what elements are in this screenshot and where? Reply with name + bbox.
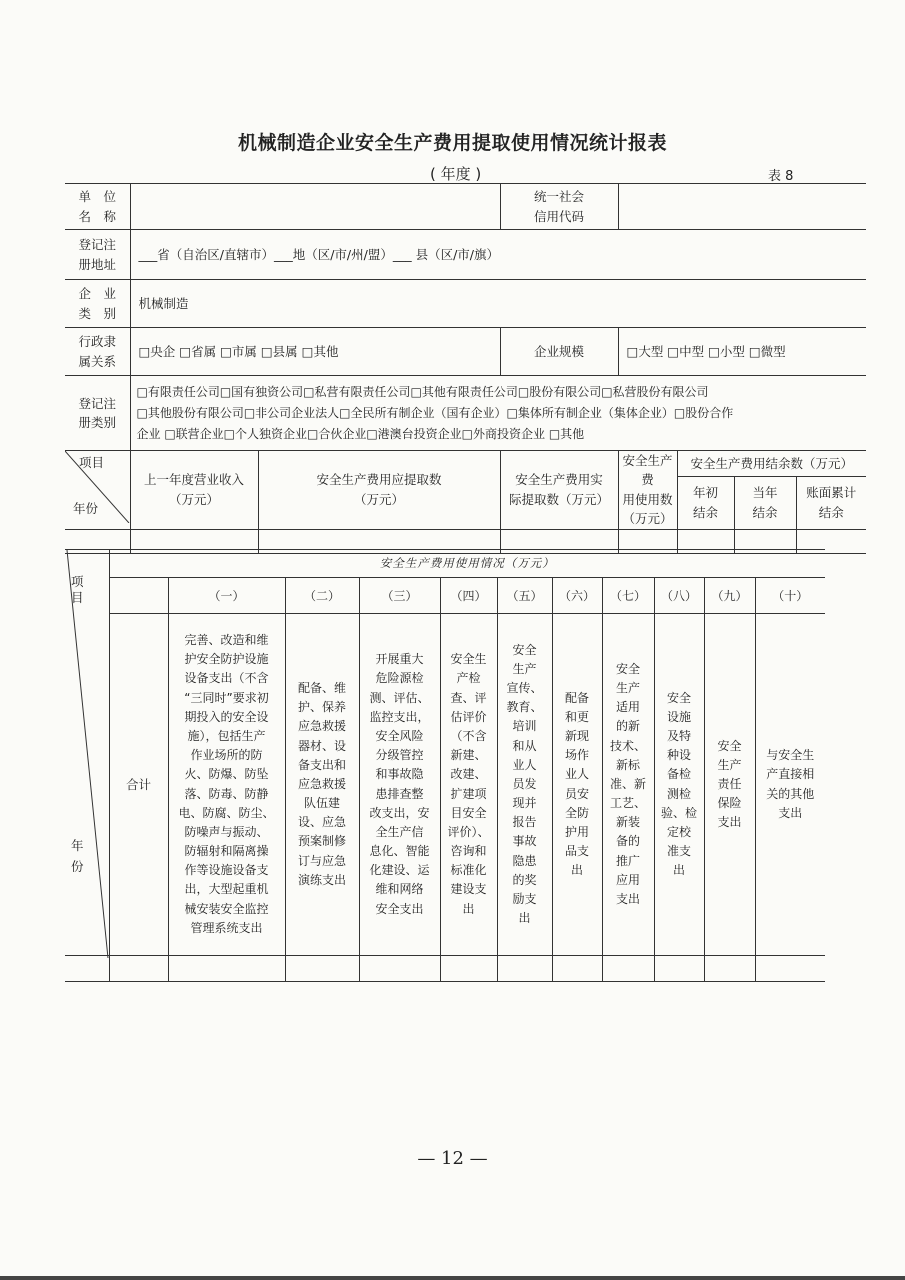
desc-line: 出 (462, 901, 475, 916)
balance-year-header: 当年 结余 (734, 477, 796, 529)
desc-line: 关的其他 (766, 786, 815, 801)
desc-line: 员发 (512, 776, 537, 791)
used-header: 安全生产费 用使用数 （万元） (618, 451, 677, 530)
reg-address-label: 登记注 册地址 (65, 230, 130, 280)
usage-data-row (65, 956, 825, 982)
data-cell[interactable] (602, 956, 654, 982)
item-1-desc (168, 614, 285, 956)
desc-line: 适用 (615, 700, 640, 715)
num-9: （九） (704, 578, 755, 614)
desc-line: 出 (672, 863, 685, 878)
desc-line: 订与应急 (297, 853, 346, 868)
num-8: （八） (654, 578, 704, 614)
desc-line: 保险 (717, 796, 742, 811)
side-diagonal-cell (65, 550, 109, 956)
desc-line: 息化、智能 (369, 844, 430, 859)
item-10-desc (755, 614, 825, 956)
desc-line: 预案制修 (297, 834, 346, 849)
desc-line: 目安全 (450, 805, 487, 820)
desc-line: 作业场所的防 (190, 748, 263, 763)
desc-line: 火、防爆、防坠 (184, 767, 269, 782)
revenue-header: 上一年度营业收入 （万元） (130, 451, 258, 530)
desc-line: 教育、 (506, 700, 543, 715)
desc-line: 事故 (512, 834, 537, 849)
desc-line: 维和网络 (375, 882, 424, 897)
desc-line: 备的 (615, 834, 640, 849)
desc-line: 全生产信 (375, 824, 424, 839)
scale-options[interactable]: □大型 □中型 □小型 □微型 (618, 328, 866, 376)
usage-header: 安全生产费用使用情况（万元） (109, 550, 825, 578)
desc-line: 查、评 (450, 690, 487, 705)
balance-start-header: 年初 结余 (677, 477, 734, 529)
item-4-desc (440, 614, 497, 956)
desc-line: 安全生 (450, 652, 487, 667)
side-top-label: 项 目 (71, 574, 84, 606)
data-cell[interactable] (755, 956, 825, 982)
desc-line: 安全 (717, 738, 742, 753)
desc-line: 安全 (666, 690, 691, 705)
desc-line: 改建、 (450, 767, 487, 782)
item-9-desc (704, 614, 755, 956)
enterprise-type-label: 企 业 类 别 (65, 280, 130, 328)
desc-line: 器材、设 (297, 738, 346, 753)
desc-line: 扩建项 (450, 786, 487, 801)
page-number: — 12 — (417, 1148, 488, 1169)
table-number: 表 8 (768, 169, 794, 184)
desc-line: 品支 (564, 844, 589, 859)
desc-line: 配备 (564, 690, 589, 705)
should-extract-header: 安全生产费用应提取数 （万元） (258, 451, 500, 530)
desc-line: 新装 (615, 815, 640, 830)
desc-line: 技术、 (609, 738, 646, 753)
desc-line: 监控支出， (369, 709, 430, 724)
desc-line: 产直接相 (766, 767, 815, 782)
balance-total-header: 账面累计 结余 (796, 477, 866, 529)
diag-bottom-label: 年份 (73, 501, 99, 516)
admin-relation-options[interactable]: □央企 □省属 □市属 □县属 □其他 (130, 328, 500, 376)
desc-line: 员安 (564, 786, 589, 801)
desc-line: 推广 (615, 853, 640, 868)
desc-line: 改支出，安 (369, 805, 430, 820)
desc-line: 化建设、运 (369, 863, 430, 878)
desc-line: 防噪声与振动、 (184, 824, 269, 839)
desc-line: 估评价 (450, 709, 487, 724)
desc-line: 危险源检 (375, 671, 424, 686)
num-2: （二） (285, 578, 359, 614)
desc-line: 安全 (615, 661, 640, 676)
side-bottom-label: 年 份 (71, 838, 84, 875)
num-4: （四） (440, 578, 497, 614)
year-label: ( 年度 ) (430, 165, 482, 183)
num-7: （七） (602, 578, 654, 614)
desc-line: 期投入的安全设 (184, 709, 269, 724)
desc-line: 完善、改造和维 (184, 633, 269, 647)
desc-line: 备支出和 (297, 757, 346, 772)
usage-table (65, 549, 825, 982)
desc-line: 及特 (666, 728, 691, 743)
desc-line: 励支 (512, 892, 537, 907)
enterprise-type-value: 机械制造 (130, 280, 866, 328)
diagonal-header-cell (65, 451, 130, 530)
scale-label: 企业规模 (500, 328, 618, 376)
reg-address-field[interactable]: ___省（自治区/直辖市）___地（区/市/州/盟）___ 县（区/市/旗） (130, 230, 866, 280)
desc-line: 产检 (456, 671, 481, 686)
data-cell[interactable] (552, 956, 602, 982)
desc-line: 测检 (666, 786, 691, 801)
desc-line: 种设 (666, 748, 691, 763)
desc-line: 的新 (615, 719, 640, 734)
desc-line: 电、防腐、防尘、 (178, 805, 275, 820)
data-cell[interactable] (440, 956, 497, 982)
num-5: （五） (497, 578, 552, 614)
num-6: （六） (552, 578, 602, 614)
desc-line: 工艺、 (609, 796, 646, 811)
item-7-desc (602, 614, 654, 956)
desc-line: 培训 (512, 719, 537, 734)
item-5-desc (497, 614, 552, 956)
desc-line: 标准化 (450, 863, 487, 878)
desc-line: 队伍建 (303, 796, 340, 811)
desc-line: 业人 (512, 757, 537, 772)
reg-type-label: 登记注 册类别 (65, 376, 130, 451)
num-3: （三） (359, 578, 440, 614)
side-diagonal-line (65, 550, 109, 960)
data-cell[interactable] (109, 956, 168, 982)
desc-line: 出，大型起重机 (184, 882, 269, 897)
desc-line: 生产 (717, 757, 742, 772)
desc-line: 设、应急 (297, 815, 346, 830)
item-2-desc (285, 614, 359, 956)
data-cell[interactable] (285, 956, 359, 982)
desc-line: 设备支出（不含 (184, 671, 269, 686)
desc-line: 和事故隐 (375, 767, 424, 782)
desc-line: 防辐射和隔离操 (184, 844, 269, 859)
unit-label: 单 位 名 称 (65, 184, 130, 230)
desc-line: 咨询和 (450, 844, 487, 859)
report-title: 机械制造企业安全生产费用提取使用情况统计报表 (237, 132, 667, 154)
desc-line: 应用 (615, 872, 640, 887)
desc-line: 场作 (564, 748, 589, 763)
desc-line: 生产 (615, 680, 640, 695)
desc-line: 应急救援 (297, 719, 346, 734)
desc-line: 支出 (615, 892, 640, 907)
desc-line: 的奖 (512, 872, 537, 887)
diag-top-label: 项目 (79, 455, 105, 470)
desc-line: 备检 (666, 767, 691, 782)
desc-line: 开展重大 (375, 652, 424, 667)
bottom-edge (0, 1276, 905, 1280)
total-label: 合计 (109, 614, 168, 956)
desc-line: 和从 (512, 738, 537, 753)
desc-line: 演练支出 (297, 872, 346, 887)
desc-line: 护用 (564, 824, 589, 839)
desc-line: 配备、维 (297, 680, 346, 695)
enterprise-info-table (65, 183, 866, 554)
desc-line: 护安全防护设施 (184, 652, 269, 667)
desc-line: 安全支出 (375, 901, 424, 916)
desc-line: 和更 (564, 709, 589, 724)
desc-line: 设施 (666, 709, 691, 724)
desc-line: 新建、 (450, 748, 487, 763)
item-3-desc (359, 614, 440, 956)
desc-line: 准支 (666, 844, 691, 859)
unit-name-field[interactable] (130, 184, 500, 230)
desc-line: 报告 (512, 815, 537, 830)
desc-line: 宣传、 (506, 680, 543, 695)
actual-extract-header: 安全生产费用实 际提取数（万元） (500, 451, 618, 530)
desc-line: 护、保养 (297, 700, 346, 715)
desc-line: 械安装安全监控 (184, 901, 269, 916)
credit-code-field[interactable] (618, 184, 866, 230)
desc-line: 支出 (717, 815, 742, 830)
desc-line: 新标 (615, 757, 640, 772)
desc-line: 出 (570, 863, 583, 878)
desc-line: 现并 (512, 796, 537, 811)
data-cell[interactable] (654, 956, 704, 982)
desc-line: 支出 (778, 805, 803, 820)
desc-line: 业人 (564, 767, 589, 782)
admin-relation-label: 行政隶 属关系 (65, 328, 130, 376)
desc-line: 应急救援 (297, 776, 346, 791)
desc-line: 与安全生 (766, 748, 815, 763)
desc-line: 隐患 (512, 853, 537, 868)
desc-line: 管理系统支出 (190, 920, 263, 935)
desc-line: 安全 (512, 642, 537, 657)
desc-line: 落、防毒、防静 (184, 786, 269, 801)
reg-type-options[interactable]: □有限责任公司□国有独资公司□私营有限责任公司□其他有限责任公司□股份有限公司□私营股份有限公司 □其他股份有限公司□非公司企业法人□全民所有制企业（国有企业）□集体所有制企业（集体企业）□股份合作 企业 □联营企业□个人独资企业□合伙企业□港澳台投资企业□外商投资企业 □其他 (130, 376, 866, 451)
desc-line: 患排查整 (375, 786, 424, 801)
balance-header: 安全生产费用结余数（万元） (677, 451, 866, 477)
data-cell[interactable] (168, 956, 285, 982)
desc-line: 建设支 (450, 882, 487, 897)
data-cell[interactable] (359, 956, 440, 982)
desc-line: 施），包括生产 (187, 728, 266, 743)
data-cell[interactable] (704, 956, 755, 982)
desc-line: （不含 (450, 728, 487, 743)
desc-line: 生产 (512, 661, 537, 676)
desc-line: 安全风险 (375, 728, 424, 743)
num-10: （十） (755, 578, 825, 614)
credit-code-label: 统一社会 信用代码 (500, 184, 618, 230)
num-1: （一） (168, 578, 285, 614)
item-6-desc (552, 614, 602, 956)
item-8-desc (654, 614, 704, 956)
desc-line: 全防 (564, 805, 589, 820)
desc-line: 定校 (666, 824, 691, 839)
desc-line: 出 (518, 911, 531, 926)
desc-line: 评价）、 (447, 824, 490, 839)
data-cell[interactable] (497, 956, 552, 982)
desc-line: 准、新 (609, 776, 646, 791)
desc-line: 作等设施设备支 (184, 863, 269, 878)
desc-line: 责任 (717, 776, 742, 791)
desc-line: 验、检 (660, 805, 697, 820)
desc-line: “三同时”要求初 (184, 690, 269, 705)
desc-line: 测、评估、 (369, 690, 430, 705)
desc-line: 新现 (564, 728, 589, 743)
num-blank (109, 578, 168, 614)
desc-line: 分级管控 (375, 748, 424, 763)
